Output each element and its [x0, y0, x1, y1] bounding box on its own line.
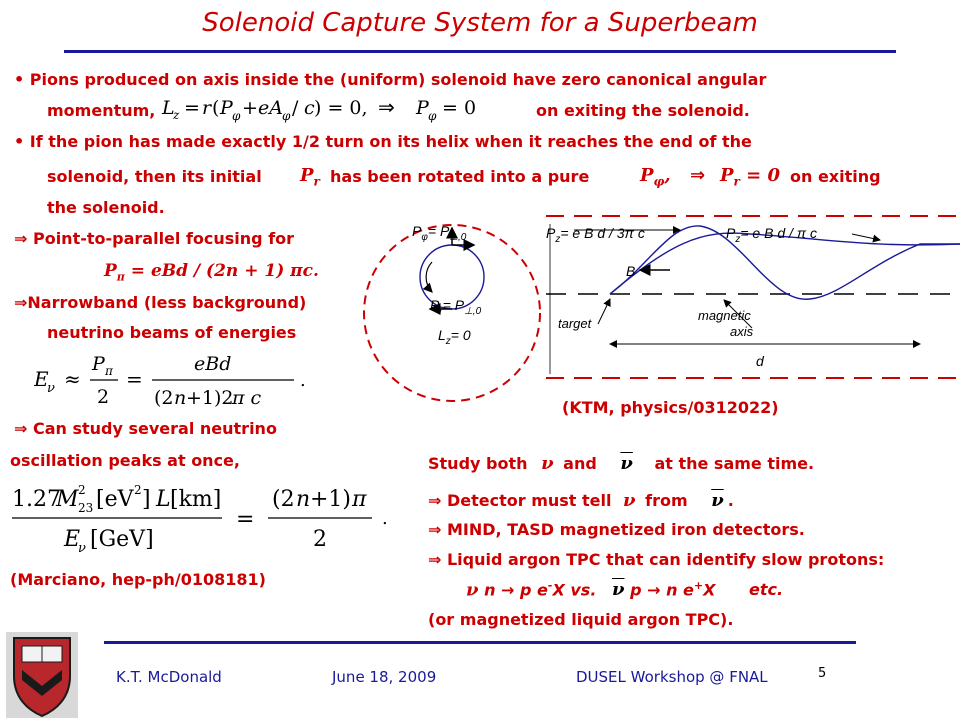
bullet2-line2a: solenoid, then its initial [47, 167, 262, 186]
svg-text:Lz= 0: $L_z= 0$ [438, 327, 471, 347]
canonical-momentum-diagram [362, 210, 542, 416]
svg-text:.: . [300, 370, 306, 391]
study-line2: oscillation peaks at once, [10, 451, 240, 470]
svg-text:[eV: [eV [96, 487, 134, 512]
bullet2-line2b: has been rotated into a pure [330, 167, 590, 186]
svg-text:=: = [184, 97, 200, 119]
svg-text:P: P [92, 353, 105, 375]
svg-text:.: . [382, 508, 388, 529]
svg-text:M: M [56, 487, 79, 512]
p-phi-label: P [412, 223, 422, 239]
svg-text:L: L [162, 97, 175, 119]
svg-text:1.27: 1.27 [12, 487, 61, 512]
pz2-eq: = e B d / π c [740, 225, 818, 241]
nu-symbol: ν [541, 453, 554, 474]
study-both-c: at the same time. [654, 454, 815, 473]
svg-text:φ: φ [282, 109, 291, 123]
oscillation-equation [10, 476, 400, 554]
lz-eq: = 0 [450, 327, 471, 343]
implies-symbol: ⇒ [690, 165, 706, 186]
svg-text:c: c [304, 97, 315, 119]
svg-text:P: P [416, 97, 429, 119]
bullet2-line3: the solenoid. [47, 198, 165, 217]
pr-symbol: $P_r$ [300, 165, 320, 189]
ktm-cite: (KTM, physics/0312022) [562, 398, 779, 417]
footer-author: K.T. McDonald [116, 668, 222, 686]
svg-text:ν: ν [47, 381, 55, 396]
detector-line: ⇒ Detector must tell ν from $\overline{\nu}$ . [428, 490, 734, 511]
page-number: 5 [818, 666, 827, 681]
pz1-eq: = e B d / 3π c [560, 225, 645, 241]
study-line1: ⇒ Can study several neutrino [14, 419, 277, 438]
bullet1-line2-post: on exiting the solenoid. [536, 101, 750, 120]
svg-text:Pz= e B d / 3π c: $P_z= e$ B d / 3π c [546, 225, 645, 245]
svg-text:) = 0,: ) = 0, [314, 97, 368, 119]
svg-text:L: L [156, 487, 171, 512]
axis-label: axis [730, 324, 754, 339]
svg-text:[km]: [km] [170, 487, 222, 512]
footer-rule [104, 641, 856, 644]
princeton-shield-logo [6, 632, 78, 718]
svg-text:z: z [173, 108, 180, 122]
svg-text:2: 2 [97, 386, 110, 408]
bullet2-line2c: on exiting [790, 167, 881, 186]
mind-line: ⇒ MIND, TASD magnetized iron detectors. [428, 520, 805, 539]
study-both-b: and [563, 454, 597, 473]
target-label: target [558, 316, 592, 331]
svg-text:(: ( [212, 97, 220, 119]
svg-text:φ: φ [232, 109, 241, 123]
svg-text:+: + [242, 97, 258, 119]
svg-text:π: π [105, 364, 113, 378]
reaction-d: X [703, 580, 716, 600]
reaction-a: n → p e [484, 580, 548, 600]
pz2-label: P [726, 225, 736, 241]
focus-formula: $P_\pi$ = eBd / (2n + 1) πc. [104, 261, 319, 284]
svg-text:r: r [202, 97, 212, 119]
marciano-cite: (Marciano, hep-ph/0108181) [10, 570, 266, 589]
svg-text:/: / [292, 97, 299, 119]
svg-text:⇒: ⇒ [378, 95, 395, 119]
nu-symbol-2: ν [623, 490, 636, 511]
svg-text:+1)2: +1)2 [186, 387, 234, 409]
svg-text:=: = [126, 367, 143, 391]
narrow-line2: neutrino beams of energies [47, 323, 297, 342]
study-both-a: Study both [428, 454, 528, 473]
detector-b: from [645, 491, 688, 510]
magnetized-line: (or magnetized liquid argon TPC). [428, 610, 734, 629]
svg-text:23: 23 [78, 501, 94, 515]
svg-text:]: ] [142, 487, 151, 512]
nubar-symbol-2: $\overline{\nu}$ [711, 490, 724, 511]
svg-text:E: E [34, 367, 49, 391]
solenoid-diagram [540, 204, 960, 388]
pz1-label: P [546, 225, 556, 241]
svg-text:=: = [236, 507, 255, 532]
focus-text: ⇒ Point-to-parallel focusing for [14, 229, 295, 248]
nubar-symbol: $\overline{\nu}$ [620, 453, 633, 474]
svg-text:(2: (2 [272, 487, 295, 512]
svg-text:P: P [220, 97, 233, 119]
svg-text:= 0: = 0 [442, 97, 477, 119]
magnetic-label: magnetic [698, 308, 751, 323]
study-both [428, 453, 814, 474]
svg-text:≈: ≈ [64, 367, 81, 391]
svg-text:eBd: eBd [194, 353, 232, 375]
reaction-c: p → n e [630, 580, 694, 600]
svg-text:Pz= e B d / π c: $P_z= e$ B d / π c [726, 225, 818, 245]
svg-text:2: 2 [78, 483, 86, 497]
lz-equation [160, 92, 520, 124]
pr-zero: $P_r = 0$ [720, 165, 781, 189]
svg-text:+1): +1) [310, 487, 352, 512]
bullet1-line1: • Pions produced on axis inside the (uniform) solenoid have zero canonical angular [14, 70, 767, 89]
footer-date: June 18, 2009 [332, 668, 437, 686]
svg-text:[GeV]: [GeV] [90, 527, 154, 552]
detector-a: ⇒ Detector must tell [428, 491, 612, 510]
svg-text:n: n [296, 487, 311, 512]
p-r-label: P [430, 297, 440, 313]
d-label: d [756, 353, 764, 369]
argon-line: ⇒ Liquid argon TPC that can identify slow protons: [428, 550, 885, 569]
reaction-line: ν n → p e-X vs. $\overline{\nu}$ p → n e+X etc. [466, 579, 784, 601]
svg-text:2: 2 [313, 527, 327, 552]
svg-text:ν: ν [78, 541, 86, 554]
svg-text:π: π [352, 487, 367, 512]
lz-label: L [438, 327, 446, 343]
energy-equation [34, 348, 334, 412]
svg-text:(2: (2 [154, 387, 174, 409]
svg-text:n: n [174, 387, 187, 409]
narrow-line1: ⇒Narrowband (less background) [14, 293, 307, 312]
p-r-eq: = P [442, 297, 465, 313]
svg-text:Pr= P⊥,0: $P_r= P_{\perp,0}$ [430, 297, 482, 317]
svg-text:eA: eA [258, 97, 283, 119]
reaction-b: X vs. [552, 580, 597, 600]
solenoid-cross-section [364, 225, 540, 401]
slide-title: Solenoid Capture System for a Superbeam [202, 8, 758, 38]
trajectory-pz-pi [610, 233, 960, 294]
footer-event: DUSEL Workshop @ FNAL [576, 668, 768, 686]
bullet2-line1: • If the pion has made exactly 1/2 turn on its helix when it reaches the end of the [14, 132, 752, 151]
svg-text:2: 2 [134, 483, 142, 497]
svg-text:φ: φ [428, 109, 437, 123]
p-phi-eq: = P [427, 223, 450, 239]
b-label: B [626, 263, 636, 279]
svg-text:E: E [64, 527, 81, 552]
svg-text:Pφ= P⊥,0: $P_\varphi= P_{\perp,0}$ [412, 223, 467, 243]
pphi-symbol: $P_\varphi$, [640, 165, 671, 189]
svg-text:π c: π c [232, 387, 262, 409]
bullet1-line2-pre: momentum, [47, 101, 156, 120]
title-rule [64, 50, 896, 53]
reaction-e: etc. [749, 580, 784, 600]
